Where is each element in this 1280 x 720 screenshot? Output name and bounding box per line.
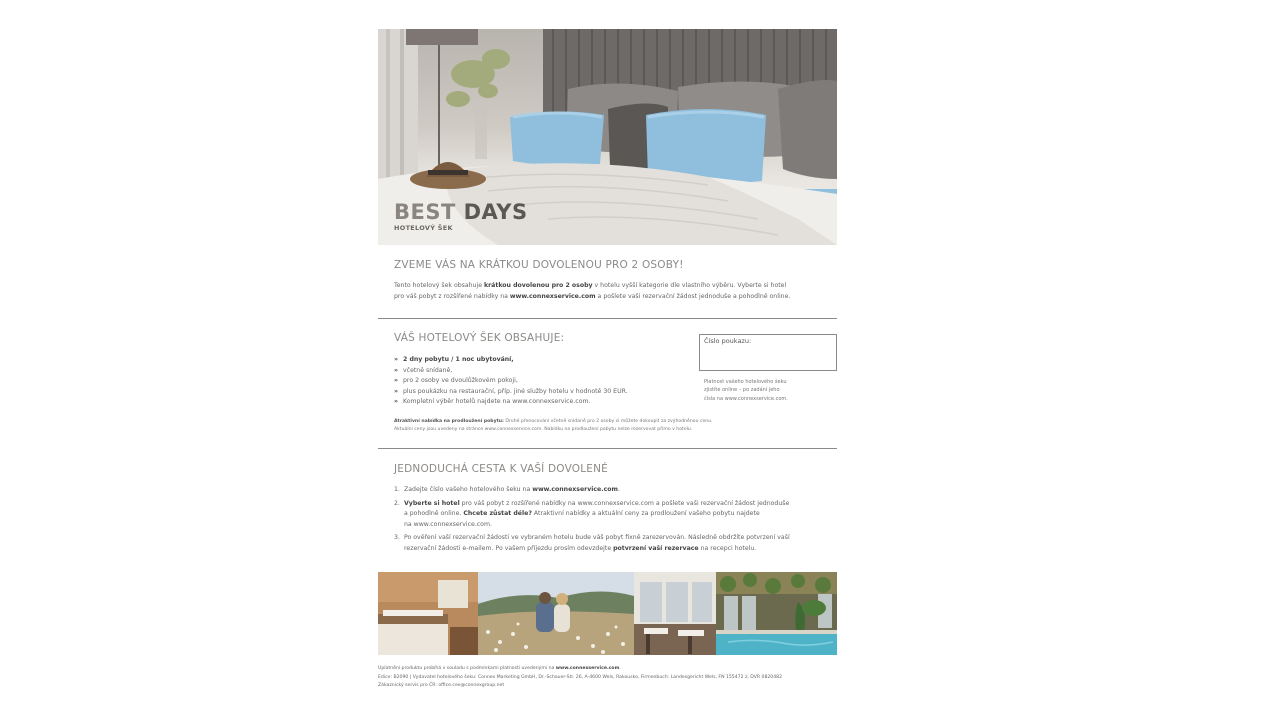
spa-pool-photo xyxy=(716,572,837,655)
intro-paragraph: Tento hotelový šek obsahuje krátkou dovolenou pro 2 osoby v hotelu vyšší kategorie dle vlastního výběru. Vyberte si hotel pro váš pobyt z rozšířené nabídky na www.connexservice.com a pošlete vaši rezervační žádost jednoduše a pohodlně online. xyxy=(394,282,791,300)
step-item: 1. Zadejte číslo vašeho hotelového šeku na www.connexservice.com. xyxy=(394,486,620,493)
step-item: 3. Po ověření vaší rezervační žádosti ve vybraném hotelu bude váš pobyt fixně zarezervován. Následně obdržíte potvrzení vaší rezervační žádosti e-mailem. Po vašem příjezdu prosím odevzdejte potvrzení vaší rezervace na recepci hotelu. xyxy=(394,534,790,552)
brand-title: BEST DAYS xyxy=(394,200,528,224)
list-item: » 2 dny pobytu / 1 noc ubytování, xyxy=(394,355,628,366)
brand-subtitle: HOTELOVÝ ŠEK xyxy=(394,224,453,232)
footer-legal: Uplatnění produktu probíhá v souladu s podmínkami platnosti uvedenými na www.connexservice.com. Edice: B2090 | Vydavatel hotelového šeku: Connex Marketing GmbH, Dr.-Schauer-Str. 26, A-4600 Wels, Rakousko, Firmenbuch: Landesgericht Wels, FN 155472 z, DVR 0820482 Zákaznický servis pro ČR: office.cee@connexgroup.net xyxy=(378,666,782,688)
voucher-number-box xyxy=(699,334,837,371)
divider xyxy=(378,318,837,319)
meadow-couple-photo xyxy=(478,572,634,655)
extension-offer-note: Atraktivní nabídka na prodloužení pobytu: Druhé přenocování včetně snídaně pro 2 osoby si můžete dokoupit za zvýhodněnou cenu. Aktuální ceny jsou uvedeny na stránce www.connexservice.com. Nabídku na prodloužení pobytu nelze rezervovat přímo v hotelu. xyxy=(394,419,713,432)
validity-note: Platnost vašeho hotelového šeku zjistíte online – po zadání jeho čísla na www.connexservice.com. xyxy=(704,379,788,402)
steps-list xyxy=(394,485,790,557)
list-item: » Kompletní výběr hotelů najdete na www.connexservice.com. xyxy=(394,397,628,408)
contents-list xyxy=(394,355,628,408)
steps-heading: JEDNODUCHÁ CESTA K VAŠÍ DOVOLENÉ xyxy=(394,463,609,475)
divider xyxy=(378,448,837,449)
hotel-voucher-document xyxy=(378,29,837,689)
step-item: 2. Vyberte si hotel pro váš pobyt z rozšířené nabídky na www.connexservice.com a pošlete vaši rezervační žádost jednoduše a pohodlně online. Chcete zůstat déle? Atraktivní nabídky a aktuální ceny za prodloužení vašeho pobytu najdete na www.connexservice.com. xyxy=(394,499,790,528)
list-item: » pro 2 osoby ve dvoulůžkovém pokoji, xyxy=(394,376,628,387)
voucher-number-label: Číslo poukazu: xyxy=(704,337,752,345)
hero-bedroom-image xyxy=(378,29,837,245)
list-item: » včetně snídaně, xyxy=(394,366,628,377)
intro-heading: ZVEME VÁS NA KRÁTKOU DOVOLENOU PRO 2 OSOBY! xyxy=(394,259,684,271)
list-item: » plus poukázku na restaurační, příp. jiné služby hotelu v hodnotě 30 EUR. xyxy=(394,387,628,398)
contents-heading: VÁŠ HOTELOVÝ ŠEK OBSAHUJE: xyxy=(394,332,565,344)
hotel-room-photo xyxy=(378,572,478,655)
hotel-photos xyxy=(378,572,837,655)
photo-strip xyxy=(378,572,837,655)
restaurant-photo xyxy=(634,572,716,655)
